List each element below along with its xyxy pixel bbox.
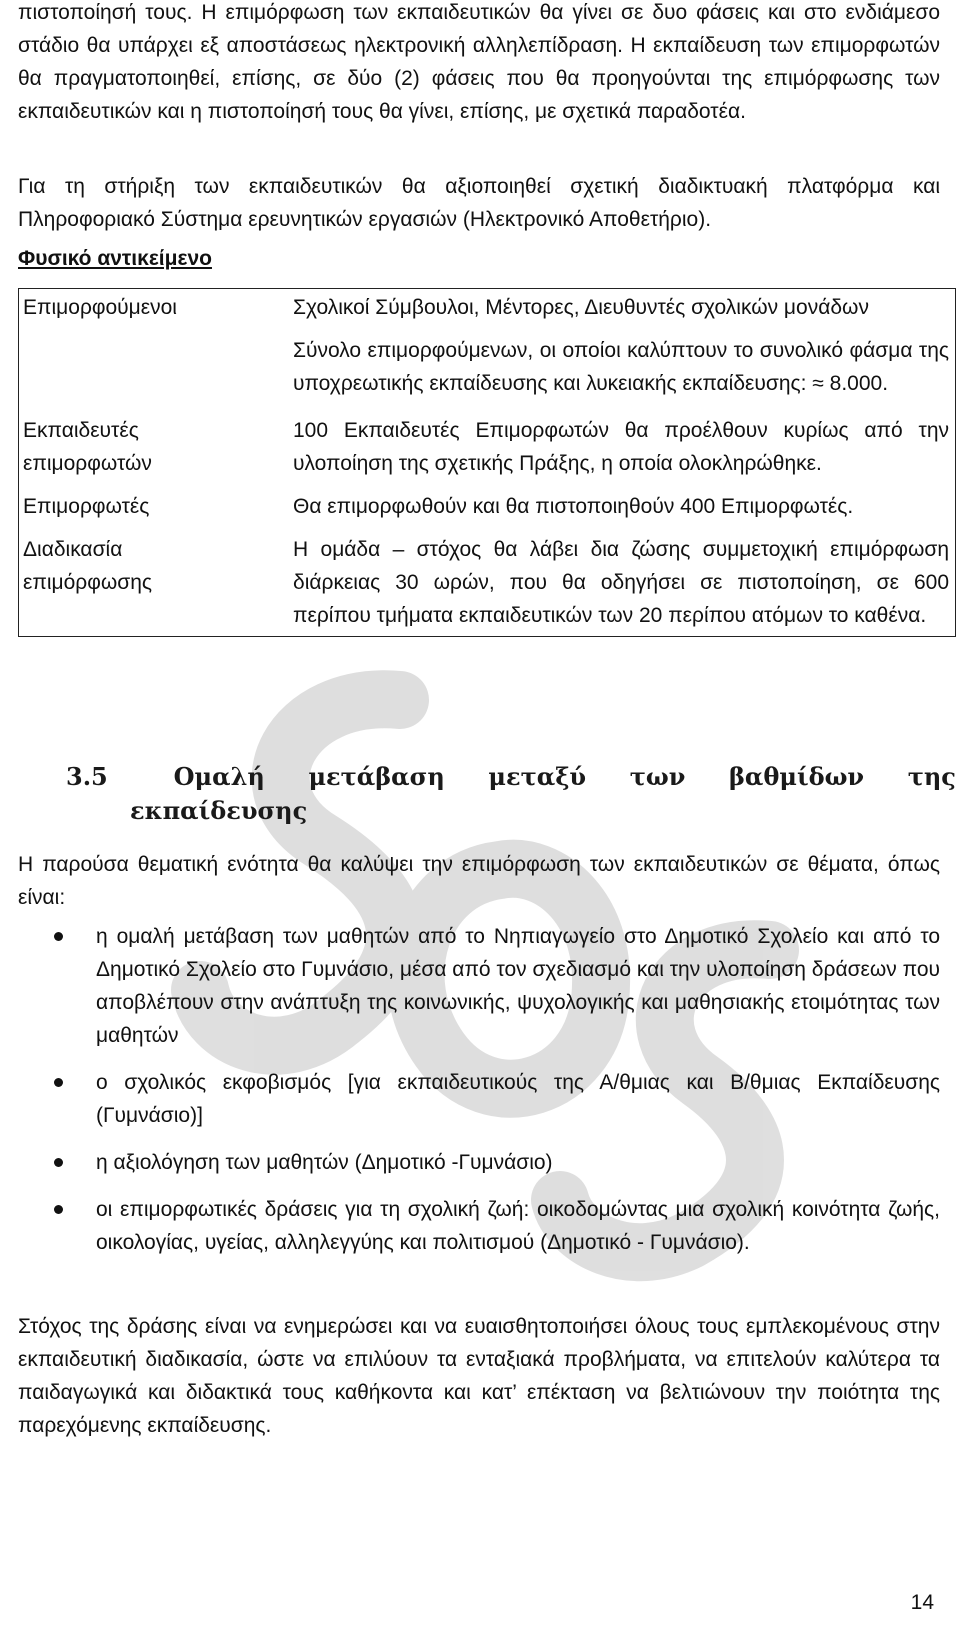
list-item (18, 920, 940, 1052)
bullet-icon (54, 932, 63, 941)
table-row (19, 533, 956, 637)
table-row (19, 289, 956, 335)
list-item (18, 1146, 940, 1179)
table-row (19, 414, 956, 490)
physical-object-heading: Φυσικό αντικείμενο (18, 247, 212, 270)
list-item (18, 1193, 940, 1259)
bullet-icon (54, 1205, 63, 1214)
row-key: Επιμορφούμενοι (23, 296, 177, 319)
heading-word: μεταξύ (488, 762, 587, 791)
topics-list (18, 920, 940, 1273)
row-value: Θα επιμορφωθούν και θα πιστοποιηθούν 400 Επιμορφωτές. (293, 495, 854, 518)
row-value: Η ομάδα – στόχος θα λάβει δια ζώσης συμμετοχική επιμόρφωση διάρκειας 30 ωρών, που θα οδηγήσει σε πιστοποίηση, σε 600 περίπου τμήματα εκπαιδευτικών των 20 περίπου ατόμων το καθένα. (293, 538, 949, 627)
heading-line-2: εκπαίδευσης (130, 796, 308, 825)
physical-object-table (18, 288, 956, 637)
row-key: Διαδικασία επιμόρφωσης (23, 538, 153, 594)
list-item-text: οι επιμορφωτικές δράσεις για τη σχολική ζωή: οικοδομώντας μια σχολική κοινότητα ζωής, οικολογίας, υγείας, αλληλεγγύης και πολιτισμού (Δημοτικό - Γυμνάσιο). (96, 1198, 940, 1254)
section-number: 3.5 (66, 762, 108, 791)
heading-word: μετάβαση (308, 762, 445, 791)
row-key: Εκπαιδευτές επιμορφωτών (23, 419, 152, 475)
paragraph-certification: πιστοποίησή τους. Η επιμόρφωση των εκπαιδευτικών θα γίνει σε δυο φάσεις και στο ενδιάμεσο στάδιο θα υπάρχει εξ αποστάσεως ηλεκτρονική αλληλεπίδραση. Η εκπαίδευση των επιμορφωτών θα πραγματοποιηθεί, επίσης, σε δύο (2) φάσεις που θα προηγούνται της επιμόρφωσης των εκπαιδευτικών και η πιστοποίησή τους θα γίνει, επίσης, με σχετικά παραδοτέα. (18, 1, 940, 123)
section-intro: Η παρούσα θεματική ενότητα θα καλύψει την επιμόρφωση των εκπαιδευτικών σε θέματα, όπως είναι: (18, 853, 940, 909)
bullet-icon (54, 1078, 63, 1087)
heading-line-1 (66, 760, 956, 794)
heading-word: Ομαλή (173, 762, 265, 791)
paragraph-goal: Στόχος της δράσης είναι να ενημερώσει και να ευαισθητοποιήσει όλους τους εμπλεκομένους στην εκπαιδευτική διαδικασία, ώστε να επιλύουν τα ενταξιακά προβλήματα, να επιτελούν καλύτερα τα παιδαγωγικά και διδακτικά τους καθήκοντα και κατ’ επέκταση να βελτιώνουν την ποιότητα της παρεχόμενης εκπαίδευσης. (18, 1315, 940, 1437)
paragraph-platform: Για τη στήριξη των εκπαιδευτικών θα αξιοποιηθεί σχετική διαδικτυακή πλατφόρμα και Πληροφοριακό Σύστημα ερευνητικών εργασιών (Ηλεκτρονικό Αποθετήριο). (18, 175, 940, 231)
section-heading (66, 760, 956, 828)
page-number: 14 (910, 1591, 934, 1614)
row-key: Επιμορφωτές (23, 495, 150, 518)
row-value: 100 Εκπαιδευτές Επιμορφωτών θα προέλθουν κυρίως από την υλοποίηση της σχετικής Πράξης, η οποία ολοκληρώθηκε. (293, 419, 949, 475)
table-row (19, 334, 956, 414)
table-row (19, 490, 956, 533)
row-key (19, 334, 286, 414)
row-value: Σχολικοί Σύμβουλοι, Μέντορες, Διευθυντές σχολικών μονάδων (293, 296, 869, 319)
list-item-text: η αξιολόγηση των μαθητών (Δημοτικό -Γυμνάσιο) (96, 1151, 553, 1174)
heading-word: της (907, 762, 956, 791)
list-item (18, 1066, 940, 1132)
list-item-text: η ομαλή μετάβαση των μαθητών από το Νηπιαγωγείο στο Δημοτικό Σχολείο και από το Δημοτικό Σχολείο στο Γυμνάσιο, μέσα από τον σχεδιασμό και την υλοποίηση δράσεων που αποβλέπουν στην ανάπτυξη της κοινωνικής, ψυχολογικής και μαθησιακής ετοιμότητας των μαθητών (96, 925, 940, 1047)
bullet-icon (54, 1158, 63, 1167)
row-value: Σύνολο επιμορφούμενων, οι οποίοι καλύπτουν το συνολικό φάσμα της υποχρεωτικής εκπαίδευσης και λυκειακής εκπαίδευσης: ≈ 8.000. (293, 339, 949, 395)
list-item-text: ο σχολικός εκφοβισμός [για εκπαιδευτικούς της Α/θμιας και Β/θμιας Εκπαίδευσης (Γυμνάσιο)] (96, 1071, 940, 1127)
heading-word: των (629, 762, 686, 791)
heading-word: βαθμίδων (728, 762, 865, 791)
watermark-text: SOS (170, 607, 204, 624)
